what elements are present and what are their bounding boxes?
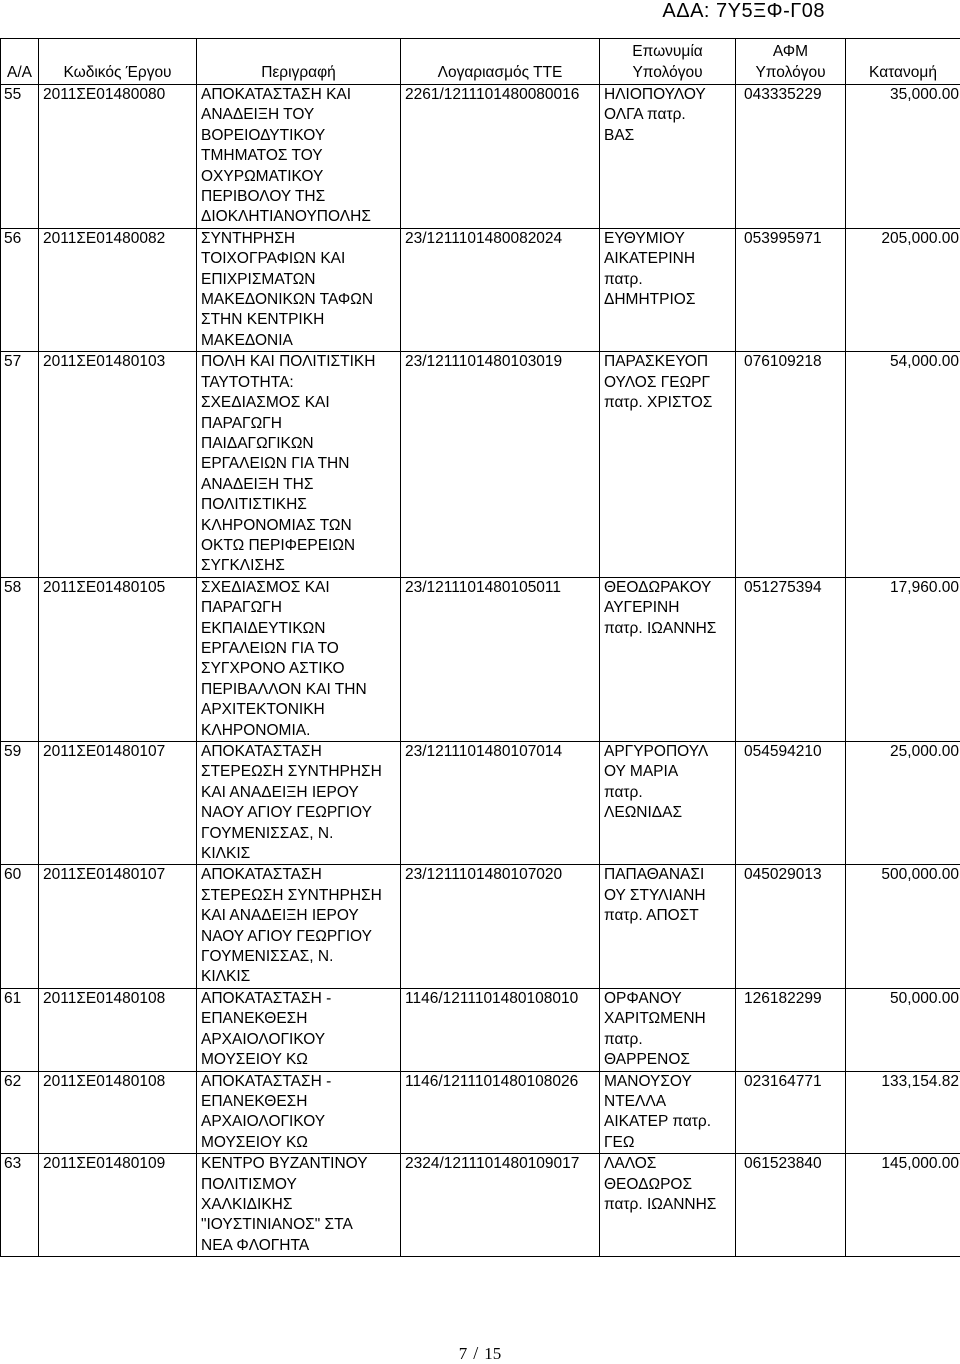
cell-afm: 076109218 [736,352,846,577]
cell-aa: 59 [1,742,39,865]
cell-description: ΠΟΛΗ ΚΑΙ ΠΟΛΙΤΙΣΤΙΚΗ ΤΑΥΤΟΤΗΤΑ: ΣΧΕΔΙΑΣΜΟΣ ΚΑΙ ΠΑΡΑΓΩΓΗ ΠΑΙΔΑΓΩΓΙΚΩΝ ΕΡΓΑΛΕΙΩΝ ΓΙΑ ΤΗΝ ΑΝΑΔΕΙΞΗ ΤΗΣ ΠΟΛΙΤΙΣΤΙΚΗΣ ΚΛΗΡΟΝΟΜΙΑΣ ΤΩΝ ΟΚΤΩ ΠΕΡΙΦΕΡΕΙΩΝ ΣΥΓΚΛΙΣΗΣ [197,352,401,577]
cell-afm: 045029013 [736,865,846,988]
table-row [1,988,960,1071]
table-row [1,742,960,865]
col-header-name: Επωνυμία Υπολόγου [600,39,736,85]
page-current: 7 [458,1344,468,1363]
cell-afm: 054594210 [736,742,846,865]
cell-account: 23/1211101480105011 [401,577,600,741]
cell-account: 23/1211101480107020 [401,865,600,988]
cell-account: 23/1211101480103019 [401,352,600,577]
page-separator: / [473,1343,479,1363]
cell-account: 23/1211101480082024 [401,228,600,351]
cell-name: ΠΑΠΑΘΑΝΑΣΙ ΟΥ ΣΤΥΛΙΑΝΗ πατρ. ΑΠΟΣΤ [600,865,736,988]
cell-description: ΑΠΟΚΑΤΑΣΤΑΣΗ ΣΤΕΡΕΩΣΗ ΣΥΝΤΗΡΗΣΗ ΚΑΙ ΑΝΑΔΕΙΞΗ ΙΕΡΟΥ ΝΑΟΥ ΑΓΙΟΥ ΓΕΩΡΓΙΟΥ ΓΟΥΜΕΝΙΣΣΑΣ, Ν. ΚΙΛΚΙΣ [197,865,401,988]
cell-amount: 54,000.00 [846,352,960,577]
cell-name: ΟΡΦΑΝΟΥ ΧΑΡΙΤΩΜΕΝΗ πατρ. ΘΑΡΡΕΝΟΣ [600,988,736,1071]
page-number [0,1343,960,1364]
cell-account: 1146/1211101480108010 [401,988,600,1071]
cell-aa: 58 [1,577,39,741]
col-header-code: Κωδικός Έργου [39,39,197,85]
cell-aa: 61 [1,988,39,1071]
cell-project-code: 2011ΣΕ01480105 [39,577,197,741]
cell-afm: 051275394 [736,577,846,741]
cell-aa: 60 [1,865,39,988]
cell-project-code: 2011ΣΕ01480108 [39,1071,197,1154]
cell-description: ΑΠΟΚΑΤΑΣΤΑΣΗ - ΕΠΑΝΕΚΘΕΣΗ ΑΡΧΑΙΟΛΟΓΙΚΟΥ ΜΟΥΣΕΙΟΥ ΚΩ [197,988,401,1071]
table-row [1,1071,960,1154]
cell-project-code: 2011ΣΕ01480109 [39,1154,197,1257]
cell-aa: 55 [1,85,39,229]
cell-afm: 023164771 [736,1071,846,1154]
cell-amount: 500,000.00 [846,865,960,988]
cell-project-code: 2011ΣΕ01480103 [39,352,197,577]
cell-aa: 57 [1,352,39,577]
col-header-account: Λογαριασμός ΤΤΕ [401,39,600,85]
cell-amount: 50,000.00 [846,988,960,1071]
cell-account: 23/1211101480107014 [401,742,600,865]
cell-amount: 35,000.00 [846,85,960,229]
cell-amount: 133,154.82 [846,1071,960,1154]
col-header-description: Περιγραφή [197,39,401,85]
cell-description: ΚΕΝΤΡΟ ΒΥΖΑΝΤΙΝΟΥ ΠΟΛΙΤΙΣΜΟΥ ΧΑΛΚΙΔΙΚΗΣ "ΙΟΥΣΤΙΝΙΑΝΟΣ" ΣΤΑ ΝΕΑ ΦΛΟΓΗΤΑ [197,1154,401,1257]
cell-afm: 126182299 [736,988,846,1071]
allocation-table [0,38,960,1257]
cell-name: ΕΥΘΥΜΙΟΥ ΑΙΚΑΤΕΡΙΝΗ πατρ. ΔΗΜΗΤΡΙΟΣ [600,228,736,351]
cell-amount: 17,960.00 [846,577,960,741]
cell-name: ΠΑΡΑΣΚΕΥΟΠ ΟΥΛΟΣ ΓΕΩΡΓ πατρ. ΧΡΙΣΤΟΣ [600,352,736,577]
cell-project-code: 2011ΣΕ01480107 [39,865,197,988]
cell-project-code: 2011ΣΕ01480107 [39,742,197,865]
cell-amount: 145,000.00 [846,1154,960,1257]
cell-name: ΘΕΟΔΩΡΑΚΟΥ ΑΥΓΕΡΙΝΗ πατρ. ΙΩΑΝΝΗΣ [600,577,736,741]
cell-amount: 205,000.00 [846,228,960,351]
cell-name: ΑΡΓΥΡΟΠΟΥΛ ΟΥ ΜΑΡΙΑ πατρ. ΛΕΩΝΙΔΑΣ [600,742,736,865]
ada-code: ΑΔΑ: 7Υ5ΞΦ-Γ08 [662,0,825,22]
page-total: 15 [484,1344,502,1363]
cell-project-code: 2011ΣΕ01480108 [39,988,197,1071]
cell-afm: 053995971 [736,228,846,351]
table-row [1,1154,960,1257]
cell-project-code: 2011ΣΕ01480082 [39,228,197,351]
cell-aa: 56 [1,228,39,351]
cell-name: ΜΑΝΟΥΣΟΥ ΝΤΕΛΛΑ ΑΙΚΑΤΕΡ πατρ. ΓΕΩ [600,1071,736,1154]
cell-description: ΑΠΟΚΑΤΑΣΤΑΣΗ ΣΤΕΡΕΩΣΗ ΣΥΝΤΗΡΗΣΗ ΚΑΙ ΑΝΑΔΕΙΞΗ ΙΕΡΟΥ ΝΑΟΥ ΑΓΙΟΥ ΓΕΩΡΓΙΟΥ ΓΟΥΜΕΝΙΣΣΑΣ, Ν. ΚΙΛΚΙΣ [197,742,401,865]
cell-description: ΑΠΟΚΑΤΑΣΤΑΣΗ ΚΑΙ ΑΝΑΔΕΙΞΗ ΤΟΥ ΒΟΡΕΙΟΔΥΤΙΚΟΥ ΤΜΗΜΑΤΟΣ ΤΟΥ ΟΧΥΡΩΜΑΤΙΚΟΥ ΠΕΡΙΒΟΛΟΥ ΤΗΣ ΔΙΟΚΛΗΤΙΑΝΟΥΠΟΛΗΣ [197,85,401,229]
cell-account: 1146/1211101480108026 [401,1071,600,1154]
cell-description: ΑΠΟΚΑΤΑΣΤΑΣΗ - ΕΠΑΝΕΚΘΕΣΗ ΑΡΧΑΙΟΛΟΓΙΚΟΥ ΜΟΥΣΕΙΟΥ ΚΩ [197,1071,401,1154]
table-row [1,352,960,577]
cell-name: ΗΛΙΟΠΟΥΛΟΥ ΟΛΓΑ πατρ. ΒΑΣ [600,85,736,229]
col-header-aa: Α/Α [1,39,39,85]
col-header-afm: ΑΦΜ Υπολόγου [736,39,846,85]
cell-description: ΣΧΕΔΙΑΣΜΟΣ ΚΑΙ ΠΑΡΑΓΩΓΗ ΕΚΠΑΙΔΕΥΤΙΚΩΝ ΕΡΓΑΛΕΙΩΝ ΓΙΑ ΤΟ ΣΥΓΧΡΟΝΟ ΑΣΤΙΚΟ ΠΕΡΙΒΑΛΛΟΝ ΚΑΙ ΤΗΝ ΑΡΧΙΤΕΚΤΟΝΙΚΗ ΚΛΗΡΟΝΟΜΙΑ. [197,577,401,741]
cell-name: ΛΑΛΟΣ ΘΕΟΔΩΡΟΣ πατρ. ΙΩΑΝΝΗΣ [600,1154,736,1257]
cell-description: ΣΥΝΤΗΡΗΣΗ ΤΟΙΧΟΓΡΑΦΙΩΝ ΚΑΙ ΕΠΙΧΡΙΣΜΑΤΩΝ ΜΑΚΕΔΟΝΙΚΩΝ ΤΑΦΩΝ ΣΤΗΝ ΚΕΝΤΡΙΚΗ ΜΑΚΕΔΟΝΙΑ [197,228,401,351]
cell-afm: 061523840 [736,1154,846,1257]
cell-aa: 62 [1,1071,39,1154]
table-row [1,228,960,351]
cell-afm: 043335229 [736,85,846,229]
col-header-amount: Κατανομή [846,39,960,85]
table-row [1,865,960,988]
table-row [1,85,960,229]
cell-account: 2324/1211101480109017 [401,1154,600,1257]
cell-project-code: 2011ΣΕ01480080 [39,85,197,229]
table-row [1,577,960,741]
table-header-row [1,39,960,85]
cell-amount: 25,000.00 [846,742,960,865]
cell-account: 2261/1211101480080016 [401,85,600,229]
cell-aa: 63 [1,1154,39,1257]
